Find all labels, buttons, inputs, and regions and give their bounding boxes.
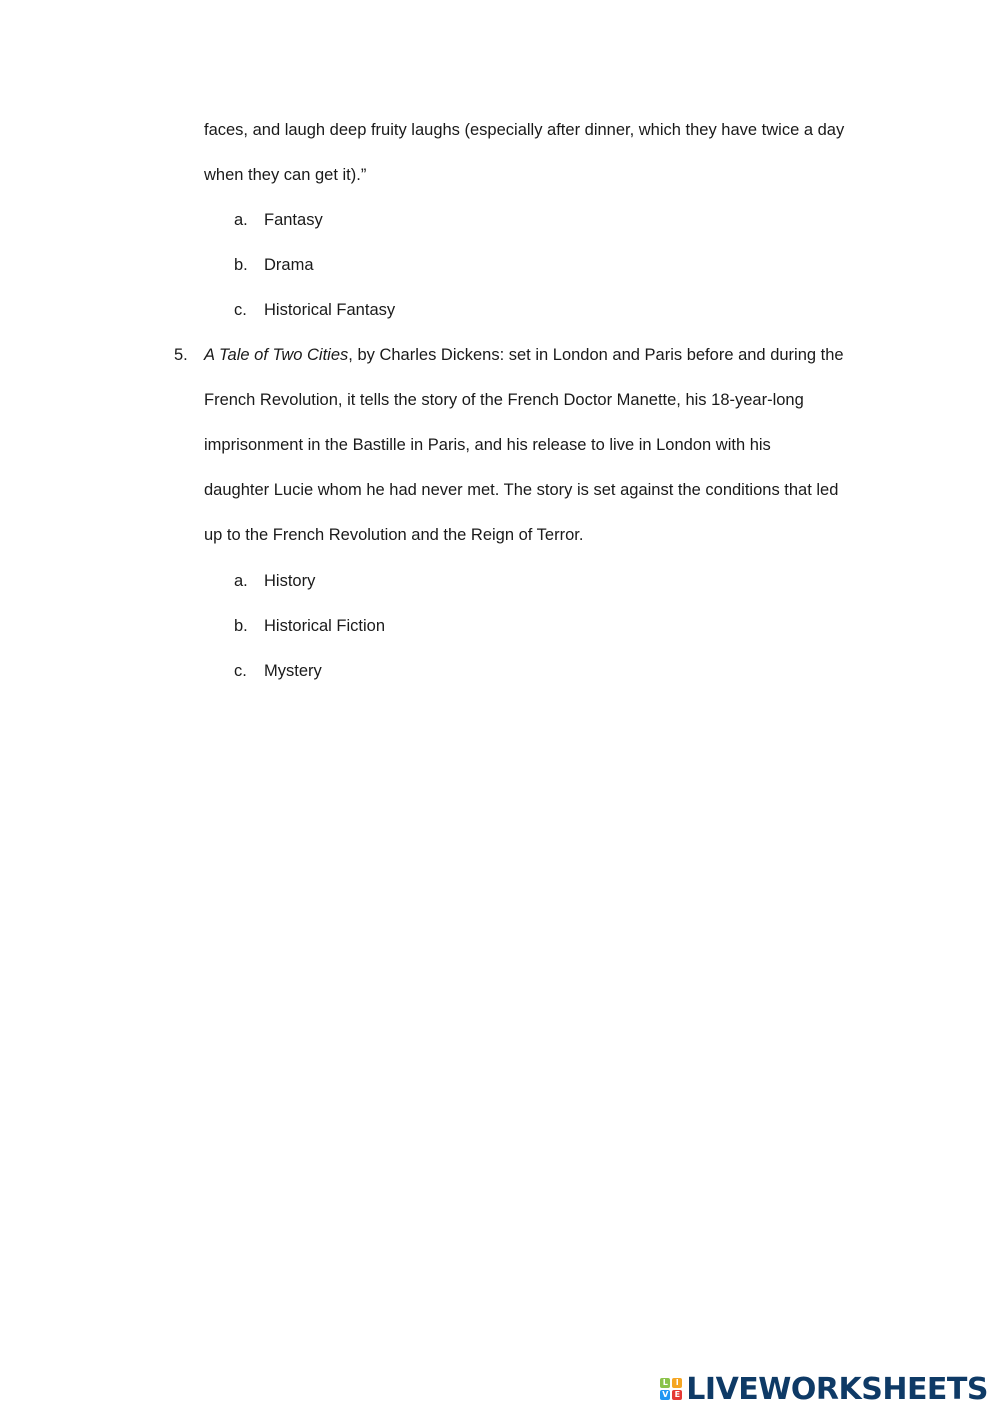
question-number: 5. [174,346,188,364]
logo-mark-tile: I [672,1378,682,1388]
option-text: Mystery [264,662,322,680]
question-4-text-line-2: when they can get it).” [204,166,367,184]
option-letter: c. [234,662,247,680]
liveworksheets-logo [660,1372,988,1406]
option-letter: b. [234,617,248,635]
question-5-text-line-5: up to the French Revolution and the Reign of Terror. [204,526,584,544]
question-5-text-line-2: French Revolution, it tells the story of the French Doctor Manette, his 18-year-long [204,391,804,409]
option-letter: a. [234,211,248,229]
logo-mark-tile: L [660,1378,670,1388]
option-letter: a. [234,572,248,590]
option-letter: c. [234,301,247,319]
logo-text: LIVEWORKSHEETS [686,1371,988,1407]
option-text: Historical Fantasy [264,301,396,319]
question-5-text-line-3: imprisonment in the Bastille in Paris, and his release to live in London with his [204,436,771,454]
option-text: History [264,572,316,590]
question-5-text-line-1 [204,345,844,365]
option-text: Drama [264,256,314,274]
question-4-text-line-1: faces, and laugh deep fruity laughs (especially after dinner, which they have twice a day [204,121,845,139]
option-letter: b. [234,256,248,274]
logo-mark-icon [660,1378,682,1400]
question-5-text-rest: , by Charles Dickens: set in London and Paris before and during the [348,346,844,364]
question-5-text-line-4: daughter Lucie whom he had never met. The story is set against the conditions that led [204,481,839,499]
logo-mark-tile: V [662,1390,669,1399]
book-title: A Tale of Two Cities [204,346,349,364]
option-text: Historical Fiction [264,617,386,635]
option-text: Fantasy [264,211,323,229]
logo-mark-tile: E [672,1390,682,1400]
